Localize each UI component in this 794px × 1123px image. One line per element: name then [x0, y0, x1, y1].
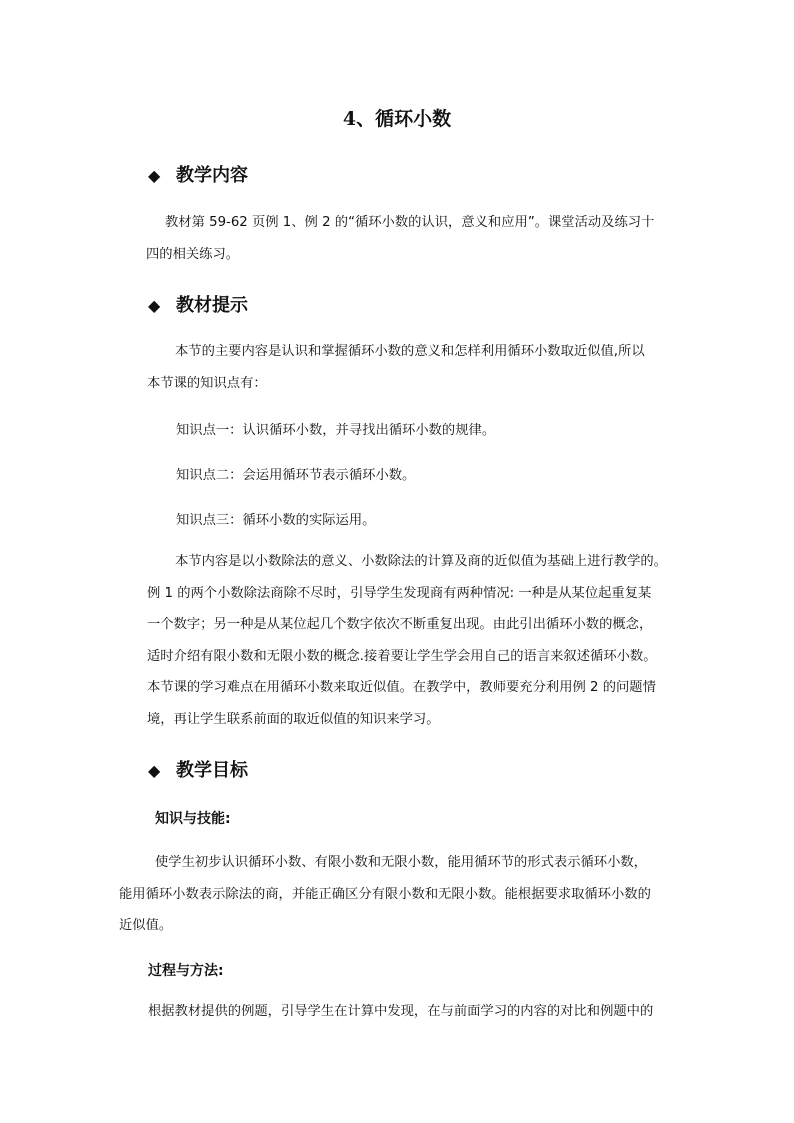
- paragraph-line: 根据教材提供的例题，引导学生在计算中发现，在与前面学习的内容的对比和例题中的: [148, 1004, 654, 1019]
- paragraph-line: 适时介绍有限小数和无限小数的概念.接着要让学生学会用自己的语言来叙述循环小数。: [147, 648, 657, 664]
- paragraph-line: 四的相关练习。: [146, 246, 240, 262]
- knowledge-skills-paragraph: [119, 847, 651, 942]
- paragraph-line: 本节的主要内容是认识和掌握循环小数的意义和怎样利用循环小数取近似值,所以: [175, 344, 645, 359]
- section-heading-label: 教学内容: [176, 165, 248, 186]
- knowledge-point-1: 知识点一：认识循环小数，并寻找出循环小数的规律。: [176, 423, 496, 438]
- knowledge-point-3: 知识点三：循环小数的实际运用。: [176, 513, 376, 528]
- content-paragraph: [146, 207, 655, 270]
- diamond-bullet-icon: ◆: [148, 761, 161, 780]
- section-heading-label: 教材提示: [176, 295, 248, 316]
- paragraph-line: 能用循环小数表示除法的商，并能正确区分有限小数和无限小数。能根据要求取循环小数的: [119, 886, 651, 902]
- knowledge-point-2: 知识点二：会运用循环节表示循环小数。: [176, 468, 416, 483]
- diamond-bullet-icon: ◆: [148, 166, 161, 185]
- section-heading-goals: [148, 756, 248, 782]
- section-heading-hints: [148, 291, 248, 317]
- process-methods-label: 过程与方法:: [148, 963, 224, 979]
- hints-intro-paragraph: [147, 336, 645, 399]
- paragraph-line: 一个数字；另一种是从某位起几个数字依次不断重复出现。由此引出循环小数的概念，: [147, 617, 653, 632]
- process-methods-paragraph: [148, 996, 653, 1028]
- document-title: 4、循环小数: [342, 108, 452, 130]
- paragraph-line: 例 1 的两个小数除法商除不尽时，引导学生发现商有两种情况: 一种是从某位起重复某: [147, 585, 652, 601]
- hints-body-paragraph: [147, 546, 667, 735]
- paragraph-line: 本节课的学习难点在用循环小数来取近似值。在教学中，教师要充分利用例 2 的问题情: [147, 680, 656, 695]
- section-heading-content: [148, 161, 248, 187]
- paragraph-line: 教材第 59-62 页例 1、例 2 的“循环小数的认识，意义和应用”。课堂活动及练习十: [165, 215, 655, 230]
- paragraph-line: 本节内容是以小数除法的意义、小数除法的计算及商的近似值为基础上进行教学的。: [175, 554, 667, 569]
- paragraph-line: 近似值。: [119, 918, 173, 933]
- paragraph-line: 本节课的知识点有：: [147, 375, 267, 391]
- paragraph-line: 使学生初步认识循环小数、有限小数和无限小数，能用循环节的形式表示循环小数，: [155, 855, 647, 870]
- paragraph-line: 境，再让学生联系前面的取近似值的知识来学习。: [147, 711, 440, 727]
- diamond-bullet-icon: ◆: [148, 296, 161, 315]
- section-heading-label: 教学目标: [176, 760, 248, 781]
- knowledge-skills-label: 知识与技能:: [155, 811, 231, 827]
